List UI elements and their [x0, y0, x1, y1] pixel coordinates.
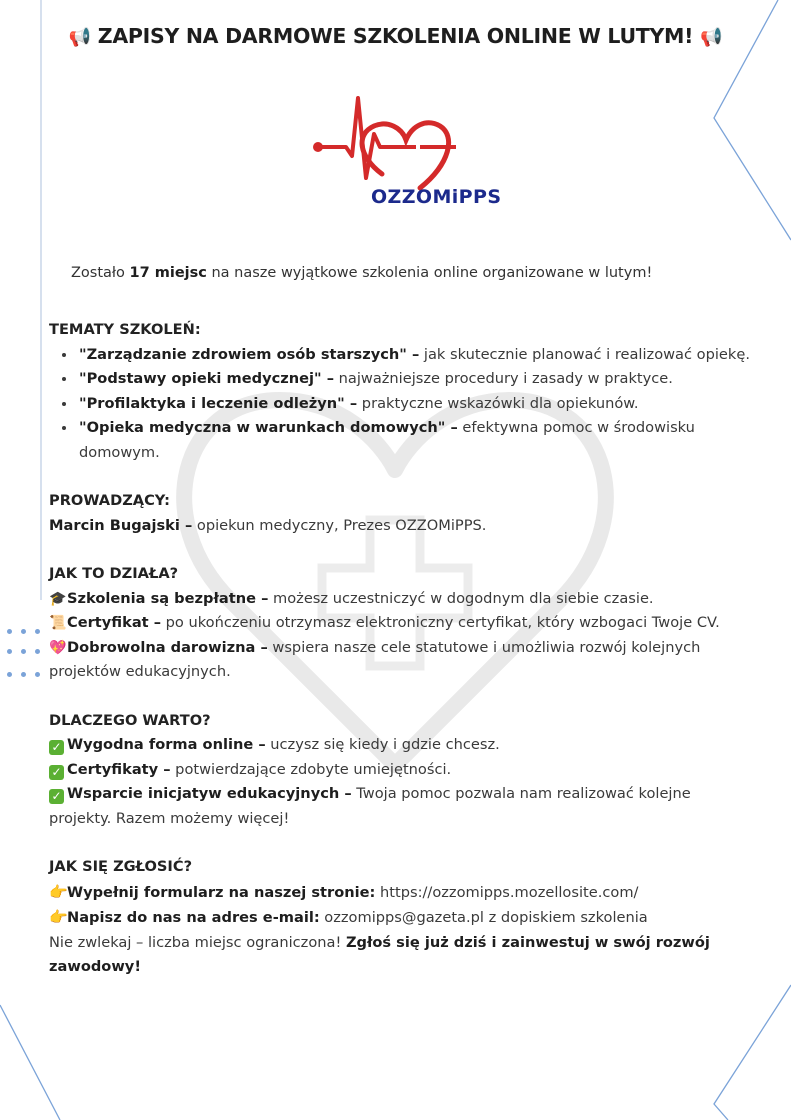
list-item: • "Podstawy opieki medycznej" – najważniejsze procedury i zasady w praktyce. [77, 367, 755, 392]
page-title-text: ZAPISY NA DARMOWE SZKOLENIA ONLINE W LUTYM! [97, 24, 694, 48]
topics-list [49, 343, 755, 466]
topics-heading: TEMATY SZKOLEŃ: [49, 321, 201, 338]
intro-text: Zostało 17 miejsc na nasze wyjątkowe szkolenia online organizowane w lutym! [71, 265, 653, 281]
email-link[interactable]: ozzomipps@gazeta.pl z dopiskiem szkolenia [319, 909, 648, 926]
bottom-left-line [0, 1005, 60, 1120]
how-heading: JAK TO DZIAŁA? [49, 565, 179, 582]
list-item: ✓ Certyfikaty – potwierdzające zdobyte umiejętności. [49, 758, 755, 783]
host-line: Marcin Bugajski – opiekun medyczny, Prezes OZZOMiPPS. [49, 516, 487, 534]
check-icon: ✓ [49, 765, 64, 780]
check-icon: ✓ [49, 789, 64, 804]
scroll-icon: 📜 [49, 615, 67, 631]
host-heading: PROWADZĄCY: [49, 492, 170, 509]
main-content [49, 318, 755, 980]
list-item: 💖Dobrowolna darowizna – wspiera nasze cele statutowe i umożliwia rozwój kolejnych projektów edukacyjnych. [49, 636, 755, 685]
check-icon: ✓ [49, 740, 64, 755]
list-item: 👉Wypełnij formularz na naszej stronie: https://ozzomipps.mozellosite.com/ [49, 880, 755, 906]
logo-text: OZZOMiPPS [371, 186, 502, 208]
seats-count: 17 miejsc [129, 265, 207, 281]
list-item: 📜Certyfikat – po ukończeniu otrzymasz elektroniczny certyfikat, który wzbogaci Twoje CV. [49, 611, 755, 636]
list-item: • "Zarządzanie zdrowiem osób starszych" – jak skutecznie planować i realizować opiekę. [77, 343, 755, 368]
list-item: 👉Napisz do nas na adres e-mail: ozzomipps@gazeta.pl z dopiskiem szkolenia [49, 905, 755, 931]
pointing-hand-icon: 👉 [49, 908, 68, 926]
closing-text: Nie zwlekaj – liczba miejsc ograniczona! Zgłoś się już dziś i zainwestuj w swój rozwój zawodowy! [49, 933, 710, 975]
pointing-hand-icon: 👉 [49, 882, 68, 901]
heart-icon: 💖 [49, 639, 67, 656]
page-title [0, 24, 791, 48]
list-item: • "Profilaktyka i leczenie odleżyn" – praktyczne wskazówki dla opiekunów. [77, 392, 755, 417]
list-item: ✓ Wygodna forma online – uczysz się kiedy i gdzie chcesz. [49, 733, 755, 758]
list-item: • "Opieka medyczna w warunkach domowych" – efektywna pomoc w środowisku domowym. [77, 416, 755, 465]
bottom-right-chevron [714, 985, 791, 1120]
list-item: ✓ Wsparcie inicjatyw edukacyjnych – Twoja pomoc pozwala nam realizować kolejne projekty. Razem możemy więcej! [49, 785, 691, 827]
megaphone-icon: 📢 [68, 27, 91, 48]
megaphone-icon: 📢 [700, 27, 723, 48]
website-link[interactable]: https://ozzomipps.mozellosite.com/ [375, 883, 639, 901]
list-item: 🎓Szkolenia są bezpłatne – możesz uczestniczyć w dogodnym dla siebie czasie. [49, 587, 755, 612]
apply-heading: JAK SIĘ ZGŁOSIĆ? [49, 858, 193, 875]
graduation-cap-icon: 🎓 [49, 590, 67, 607]
why-heading: DLACZEGO WARTO? [49, 711, 211, 729]
